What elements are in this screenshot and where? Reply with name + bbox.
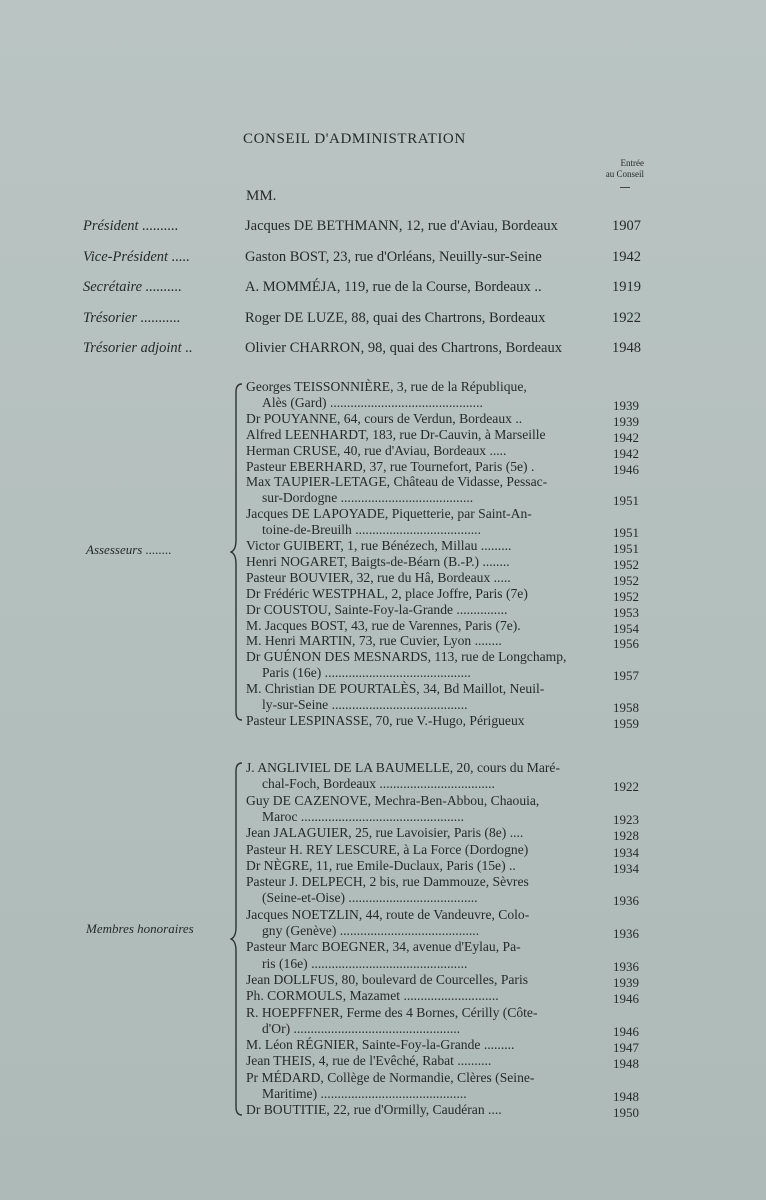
officer-name: Gaston BOST, 23, rue d'Orléans, Neuilly-sur-Seine — [245, 248, 542, 265]
member-line: Maritime) ........................................... — [262, 1086, 467, 1101]
member-year: 1950 — [613, 1105, 639, 1121]
entree-header-line: Entrée — [620, 158, 644, 168]
member-line: Pasteur LESPINASSE, 70, rue V.-Hugo, Périgueux — [246, 712, 525, 728]
member-year: 1934 — [613, 844, 639, 860]
member-line: Max TAUPIER-LETAGE, Château de Vidasse, Pessac- — [246, 474, 548, 490]
member-year: 1936 — [613, 926, 639, 941]
member-line: M. Jacques BOST, 43, rue de Varennes, Paris (7e). — [246, 617, 521, 633]
assesseurs-label: Assesseurs ........ — [86, 542, 172, 557]
member-year: 1958 — [613, 700, 639, 715]
page-title: CONSEIL D'ADMINISTRATION — [243, 131, 466, 147]
member-year: 1959 — [613, 715, 639, 731]
entree-header-line: au Conseil — [605, 169, 644, 179]
member-year: 1952 — [613, 588, 639, 604]
brace-icon — [230, 382, 244, 722]
member-line: ly-sur-Seine ........................................ — [262, 697, 468, 712]
header-divider — [620, 187, 630, 188]
member-line: d'Or) ................................................. — [262, 1020, 461, 1036]
member-year: 1939 — [613, 974, 639, 990]
member-year: 1939 — [613, 413, 639, 429]
member-line: Dr NÈGRE, 11, rue Emile-Duclaux, Paris (15e) .. — [246, 857, 516, 873]
member-line: Guy DE CAZENOVE, Mechra-Ben-Abbou, Chaouia, — [246, 792, 540, 808]
member-line: Paris (16e) ........................................... — [262, 665, 471, 681]
member-year: 1946 — [613, 461, 639, 477]
member-year: 1946 — [613, 1023, 639, 1039]
officer-row — [0, 249, 766, 271]
member-line: M. Léon RÉGNIER, Sainte-Foy-la-Grande ......... — [246, 1037, 515, 1053]
member-line: Dr GUÉNON DES MESNARDS, 113, rue de Longchamp, — [246, 649, 567, 665]
member-year: 1954 — [613, 620, 639, 636]
member-year: 1939 — [613, 397, 639, 413]
member-line: J. ANGLIVIEL DE LA BAUMELLE, 20, cours du Maré- — [246, 760, 560, 775]
member-line: ris (16e) .............................................. — [262, 955, 468, 971]
member-line: Dr BOUTITIE, 22, rue d'Ormilly, Caudéran .... — [246, 1102, 502, 1118]
member-line: Alès (Gard) ............................................. — [262, 394, 483, 410]
officer-name: Jacques DE BETHMANN, 12, rue d'Aviau, Bordeaux — [245, 218, 558, 234]
member-line: Alfred LEENHARDT, 183, rue Dr-Cauvin, à Marseille — [246, 426, 546, 442]
officer-name: Roger DE LUZE, 88, quai des Chartrons, Bordeaux — [245, 309, 546, 326]
member-year: 1951 — [613, 493, 639, 509]
member-line: Dr Frédéric WESTPHAL, 2, place Joffre, Paris (7e) — [246, 585, 528, 601]
member-year: 1942 — [613, 429, 639, 445]
member-line: M. Henri MARTIN, 73, rue Cuvier, Lyon ........ — [246, 633, 502, 649]
member-line: Pr MÉDARD, Collège de Normandie, Clères (Seine- — [246, 1069, 535, 1085]
member-line: Victor GUIBERT, 1, rue Bénézech, Millau ......... — [246, 538, 512, 553]
member-year: 1957 — [613, 668, 639, 684]
member-year: 1956 — [613, 636, 639, 652]
entree-header — [592, 158, 644, 180]
member-line: Pasteur BOUVIER, 32, rue du Hâ, Bordeaux ..... — [246, 569, 511, 585]
officer-role: Trésorier adjoint .. — [83, 340, 193, 356]
brace-icon — [230, 761, 244, 1117]
member-line: sur-Dordogne ....................................... — [262, 490, 474, 506]
honoraires-label: Membres honoraires — [86, 921, 194, 936]
member-line: M. Christian DE POURTALÈS, 34, Bd Maillot, Neuil- — [246, 681, 545, 697]
member-line: Pasteur J. DELPECH, 2 bis, rue Dammouze, Sèvres — [246, 874, 529, 890]
member-year: 1947 — [613, 1040, 639, 1056]
officer-role: Trésorier ........... — [83, 309, 181, 326]
mm-label: MM. — [246, 188, 277, 204]
officer-name: A. MOMMÉJA, 119, rue de la Course, Bordeaux .. — [245, 279, 542, 295]
member-year: 1923 — [613, 811, 639, 827]
member-line: chal-Foch, Bordeaux .................................. — [262, 776, 495, 792]
member-line: toine-de-Breuilh ..................................... — [262, 522, 481, 538]
member-line: R. HOEPFFNER, Ferme des 4 Bornes, Cérilly (Côte- — [246, 1004, 538, 1020]
member-line: Jean DOLLFUS, 80, boulevard de Courcelles, Paris — [246, 971, 529, 987]
officer-role: Vice-Président ..... — [83, 248, 190, 265]
officer-name: Olivier CHARRON, 98, quai des Chartrons, Bordeaux — [245, 340, 562, 356]
member-year: 1942 — [613, 445, 639, 461]
member-year: 1928 — [613, 828, 639, 844]
member-line: Henri NOGARET, Baigts-de-Béarn (B.-P.) ........ — [246, 553, 510, 569]
member-year: 1922 — [613, 779, 639, 795]
officer-role: Secrétaire .......... — [83, 279, 182, 295]
member-line: Jacques DE LAPOYADE, Piquetterie, par Saint-An- — [246, 506, 532, 522]
member-line: Dr POUYANNE, 64, cours de Verdun, Bordeaux .. — [246, 410, 523, 426]
officer-year: 1948 — [612, 340, 641, 356]
member-line: Jean JALAGUIER, 25, rue Lavoisier, Paris (8e) .... — [246, 825, 524, 841]
officer-row — [0, 218, 766, 240]
officer-role: Président .......... — [83, 218, 179, 234]
member-year: 1952 — [613, 556, 639, 572]
officer-year: 1922 — [612, 309, 641, 326]
member-line: Pasteur EBERHARD, 37, rue Tournefort, Paris (5e) . — [246, 458, 535, 474]
member-year: 1946 — [613, 991, 639, 1007]
member-line: Dr COUSTOU, Sainte-Foy-la-Grande ............... — [246, 601, 508, 617]
officer-row — [0, 340, 766, 362]
member-line: Pasteur H. REY LESCURE, à La Force (Dordogne) — [246, 841, 529, 857]
officer-year: 1907 — [612, 218, 641, 234]
member-year: 1936 — [613, 893, 639, 909]
member-year: 1951 — [613, 541, 639, 556]
member-year: 1934 — [613, 860, 639, 876]
officer-year: 1942 — [612, 248, 641, 265]
member-line: Herman CRUSE, 40, rue d'Aviau, Bordeaux ..... — [246, 442, 507, 458]
member-year: 1952 — [613, 572, 639, 588]
officer-year: 1919 — [612, 279, 641, 295]
member-year: 1936 — [613, 958, 639, 974]
officer-row — [0, 310, 766, 332]
member-line: Ph. CORMOULS, Mazamet ............................ — [246, 988, 499, 1004]
member-line: Jacques NOETZLIN, 44, route de Vandeuvre, Colo- — [246, 906, 530, 922]
member-line: Georges TEISSONNIÈRE, 3, rue de la République, — [246, 379, 527, 394]
officer-row — [0, 279, 766, 301]
member-line: gny (Genève) ......................................... — [262, 923, 480, 938]
member-year: 1948 — [613, 1056, 639, 1072]
member-year: 1953 — [613, 604, 639, 620]
member-year: 1948 — [613, 1089, 639, 1104]
member-line: Pasteur Marc BOEGNER, 34, avenue d'Eylau, Pa- — [246, 939, 521, 955]
member-line: Maroc ................................................ — [262, 808, 465, 824]
member-line: (Seine-et-Oise) ...................................... — [262, 890, 478, 906]
member-line: Jean THEIS, 4, rue de l'Evêché, Rabat .......... — [246, 1053, 492, 1069]
member-year: 1951 — [613, 525, 639, 541]
